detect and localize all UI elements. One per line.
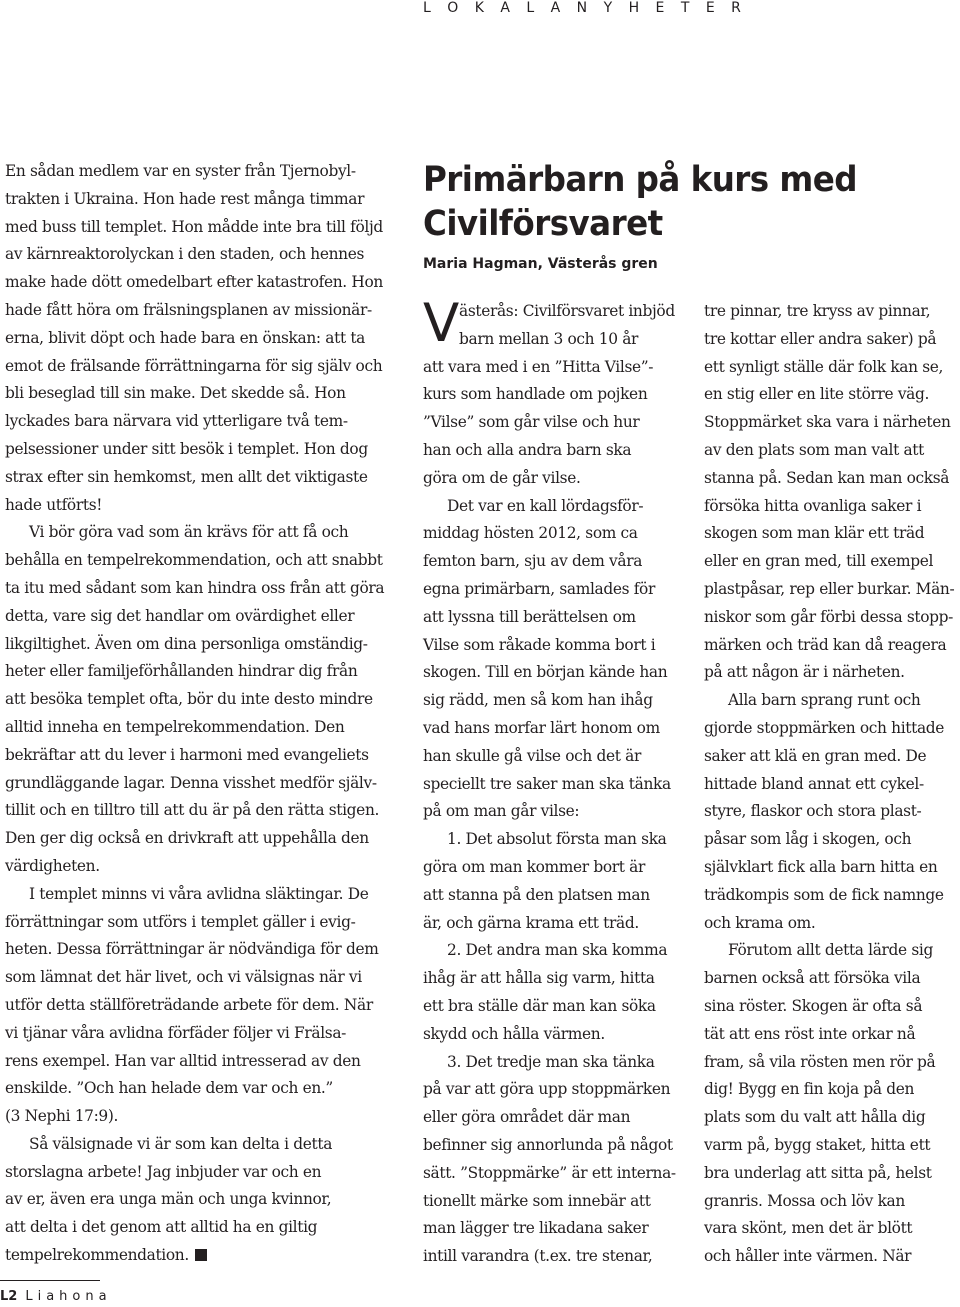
- text-line-content: göra om man kommer bort är: [423, 857, 645, 876]
- text-line-content: värdigheten.: [5, 856, 100, 875]
- headline-line: Civilförsvaret: [423, 204, 663, 244]
- text-line-content: hittade bland annat ett cykel-: [704, 774, 924, 793]
- text-line-content: tillit och en tilltro till att du är på den rätta stigen.: [5, 801, 380, 820]
- text-line-content: på om man går vilse:: [423, 802, 580, 821]
- text-line-content: ett bra ställe där man kan söka: [423, 996, 656, 1015]
- text-line: [704, 882, 954, 910]
- headline-line: Primärbarn på kurs med: [423, 160, 858, 200]
- text-line: [5, 380, 384, 408]
- text-line: [423, 381, 676, 409]
- text-line-content: barn mellan 3 och 10 år: [459, 329, 639, 348]
- text-line-content: en stig eller en lite större väg.: [704, 385, 930, 404]
- text-line-content: strax efter sin hemkomst, men allt det viktigaste: [5, 467, 368, 486]
- text-line: [704, 1188, 954, 1216]
- text-line-content: hade fått höra om frälsningsplanen av missionär-: [5, 300, 372, 319]
- text-line-content: märken och träd kan då reagera: [704, 635, 947, 654]
- text-line-content: varm på, bygg staket, hitta ett: [704, 1135, 931, 1154]
- text-line: [5, 1131, 384, 1159]
- text-line-content: Vi bör göra vad som än krävs för att få och: [29, 523, 349, 542]
- text-line: [5, 797, 384, 825]
- text-line: [704, 354, 954, 382]
- text-line-content: behålla en tempelrekommendation, och att snabbt: [5, 551, 383, 570]
- text-line-content: sina röster. Skogen är ofta så: [704, 996, 923, 1015]
- text-line: [423, 910, 676, 938]
- text-line-content: plastpåsar, rep eller burkar. Män-: [704, 579, 955, 598]
- text-line-content: att besöka templet ofta, bör du inte desto mindre: [5, 690, 373, 709]
- text-line-content: på att någon är i närheten.: [704, 663, 905, 682]
- section-label: L O K A L A N Y H E T E R: [423, 0, 747, 16]
- left-column-text: [5, 158, 384, 1270]
- text-line-content: dig! Bygg en fin koja på den: [704, 1080, 915, 1099]
- text-line: [5, 853, 384, 881]
- text-line: [423, 993, 676, 1021]
- text-line-content: enskilde. ”Och han helade dem var och en.”: [5, 1079, 333, 1098]
- text-line: [5, 1103, 384, 1131]
- text-line: [423, 576, 676, 604]
- text-line: [704, 381, 954, 409]
- end-square-icon: [195, 1249, 207, 1261]
- text-line: [5, 464, 384, 492]
- text-line-content: grundläggande lagar. Denna visshet medför själv-: [5, 773, 377, 792]
- text-line-content: vad hans morfar lärt honom om: [423, 718, 660, 737]
- text-line-content: bra underlag att sitta på, helst: [704, 1163, 932, 1182]
- text-line-content: granris. Mossa och löv kan: [704, 1191, 905, 1210]
- text-line: [704, 1132, 954, 1160]
- text-line-content: make hade dött omedelbart efter katastrofen. Hon: [5, 273, 383, 292]
- text-line: [423, 1104, 676, 1132]
- text-line-content: av den plats som man valt att: [704, 440, 924, 459]
- text-line-content: pelsessioner under sitt besök i templet. Hon dog: [5, 439, 368, 458]
- text-line-content: storslagna arbete! Jag inbjuder var och en: [5, 1162, 322, 1181]
- text-line-content: En sådan medlem var en syster från Tjernobyl-: [5, 162, 356, 180]
- page-footer: [0, 1289, 112, 1304]
- text-line-content: självklart fick alla barn hitta en: [704, 857, 938, 876]
- article-byline: Maria Hagman, Västerås gren: [423, 256, 658, 272]
- text-line: [704, 771, 954, 799]
- text-line: [704, 1021, 954, 1049]
- text-line: [704, 1049, 954, 1077]
- text-line: [704, 1215, 954, 1243]
- text-line-content: femton barn, sju av dem våra: [423, 552, 643, 571]
- text-line-content: Stoppmärket ska vara i närheten: [704, 413, 951, 432]
- text-line-content: skogen som man klär ett träd: [704, 524, 925, 543]
- text-line-content: och håller inte värmen. När: [704, 1247, 912, 1266]
- text-line-content: påsar som låg i skogen, och: [704, 830, 912, 849]
- text-line: [5, 436, 384, 464]
- text-line-content: på var att göra upp stoppmärken: [423, 1080, 671, 1099]
- text-line-content: rens exempel. Han var alltid intresserad av den: [5, 1051, 361, 1070]
- text-line: [5, 1075, 384, 1103]
- text-line-content: Alla barn sprang runt och: [728, 691, 921, 710]
- text-line-content: som lämnat det här livet, och vi välsignas när vi: [5, 968, 362, 987]
- text-line: [5, 742, 384, 770]
- text-line-content: tempelrekommendation.: [5, 1246, 189, 1265]
- text-line: [423, 326, 676, 354]
- text-line: [5, 658, 384, 686]
- text-line-content: kurs som handlade om pojken: [423, 385, 648, 404]
- text-line-content: plats som du valt att hålla dig: [704, 1108, 926, 1127]
- text-line-content: hade utförts!: [5, 495, 103, 514]
- text-line: [5, 825, 384, 853]
- text-line: [704, 687, 954, 715]
- text-line: [5, 241, 384, 269]
- text-line: [423, 1132, 676, 1160]
- text-line: [704, 576, 954, 604]
- text-line-content: tät att ens röst inte orkar nå: [704, 1024, 916, 1043]
- text-line-content: Det var en kall lördagsför-: [447, 496, 644, 515]
- text-line: [5, 964, 384, 992]
- text-line: [423, 354, 676, 382]
- text-line: [704, 409, 954, 437]
- text-line-content: han och alla andra barn ska: [423, 440, 632, 459]
- text-line: [5, 353, 384, 381]
- text-line: [704, 326, 954, 354]
- text-line: [704, 798, 954, 826]
- text-line: [423, 798, 676, 826]
- page-number: L2: [0, 1289, 18, 1304]
- text-line: [423, 604, 676, 632]
- text-line-content: ästerås: Civilförsvaret inbjöd: [459, 302, 675, 320]
- text-line-content: att stanna på den platsen man: [423, 885, 650, 904]
- text-line: [5, 214, 384, 242]
- text-line: [423, 1243, 676, 1271]
- article-headline: [423, 158, 857, 246]
- text-line: [5, 408, 384, 436]
- text-line: [423, 715, 676, 743]
- text-line: [5, 714, 384, 742]
- text-line-content: I templet minns vi våra avlidna släktingar. De: [29, 884, 369, 903]
- text-line-content: speciellt tre saker man ska tänka: [423, 774, 671, 793]
- text-line-content: 2. Det andra man ska komma: [447, 941, 668, 960]
- text-line: [704, 854, 954, 882]
- text-line-content: vara skönt, men det är blött: [704, 1219, 913, 1238]
- text-line-content: saker att klä en gran med. De: [704, 746, 927, 765]
- text-line-content: trakten i Ukraina. Hon hade rest många timmar: [5, 189, 365, 208]
- text-line: [5, 1214, 384, 1242]
- text-line: [704, 1076, 954, 1104]
- text-line: [423, 659, 676, 687]
- text-line: [5, 936, 384, 964]
- text-line-content: tre pinnar, tre kryss av pinnar,: [704, 302, 931, 320]
- text-line-content: styre, flaskor och stora plast-: [704, 802, 922, 821]
- text-line: [423, 1188, 676, 1216]
- text-line: [5, 269, 384, 297]
- text-line-content: att lyssna till berättelsen om: [423, 607, 636, 626]
- text-line: [423, 965, 676, 993]
- text-line: [423, 1049, 676, 1077]
- magazine-name: Liahona: [25, 1289, 112, 1304]
- text-line: [5, 492, 384, 520]
- text-line: [5, 1242, 384, 1270]
- text-line: [423, 548, 676, 576]
- drop-cap: V: [423, 293, 460, 354]
- text-line-content: stanna på. Sedan kan man också: [704, 468, 950, 487]
- text-line-content: 1. Det absolut första man ska: [447, 830, 667, 849]
- text-line: [704, 910, 954, 938]
- text-line: [5, 575, 384, 603]
- text-line-content: ihåg är att hålla sig varm, hitta: [423, 969, 655, 988]
- text-line-content: göra om de går vilse.: [423, 468, 581, 487]
- text-line: [704, 1243, 954, 1271]
- text-line-content: att vara med i en ”Hitta Vilse”-: [423, 357, 654, 376]
- text-line-content: skogen. Till en början kände han: [423, 663, 668, 682]
- text-line-content: sätt. ”Stoppmärke” är ett interna-: [423, 1163, 676, 1182]
- text-line: [5, 158, 384, 186]
- text-line: [423, 520, 676, 548]
- text-line-content: likgiltighet. Även om dina personliga omständig-: [5, 634, 368, 653]
- middle-column-text: [423, 298, 676, 1271]
- text-line: [5, 1048, 384, 1076]
- text-line-content: ”Vilse” som går vilse och hur: [423, 413, 640, 432]
- text-line-content: av kärnreaktorolyckan i den staden, och hennes: [5, 245, 365, 264]
- text-line-content: bli beseglad till sin make. Det skedde så. Hon: [5, 384, 346, 403]
- text-line: [5, 186, 384, 214]
- text-line: [423, 465, 676, 493]
- text-line: [704, 715, 954, 743]
- text-line-content: Förutom allt detta lärde sig: [728, 941, 933, 960]
- text-line: [5, 297, 384, 325]
- text-line: [423, 687, 676, 715]
- text-line: [5, 881, 384, 909]
- text-line: [5, 770, 384, 798]
- text-line-content: vi tjänar våra avlidna förfäder följer vi Frälsa-: [5, 1023, 347, 1042]
- text-line-content: sig rädd, men så kom han ihåg: [423, 691, 653, 710]
- text-line: [704, 1104, 954, 1132]
- text-line: [704, 493, 954, 521]
- text-line-content: med buss till templet. Hon mådde inte bra till följd: [5, 217, 383, 236]
- text-line: [423, 882, 676, 910]
- text-line-content: Så välsignade vi är som kan delta i detta: [29, 1134, 333, 1153]
- text-line: [423, 826, 676, 854]
- text-line: [704, 937, 954, 965]
- text-line-content: fram, så vila rösten men rör på: [704, 1052, 936, 1071]
- text-line-content: bekräftar att du lever i harmoni med evangeliets: [5, 745, 369, 764]
- text-line: [5, 1186, 384, 1214]
- text-line-content: ta itu med sådant som kan hindra oss från att göra: [5, 578, 385, 597]
- text-line-content: försöka hitta ovanliga saker i: [704, 496, 922, 515]
- text-line: [423, 437, 676, 465]
- text-line-content: barnen också att försöka vila: [704, 969, 921, 988]
- text-line: [704, 465, 954, 493]
- text-line-content: utför detta ställföreträdande arbete för dem. När: [5, 995, 373, 1014]
- text-line: [423, 771, 676, 799]
- text-line-content: lyckades bara närvara vid ytterligare två tem-: [5, 412, 348, 431]
- text-line: [423, 298, 676, 326]
- text-line: [704, 993, 954, 1021]
- text-line-content: Vilse som råkade komma bort i: [423, 635, 656, 654]
- text-line-content: niskor som går förbi dessa stopp-: [704, 607, 954, 626]
- text-line-content: är, och gärna krama ett träd.: [423, 913, 639, 932]
- text-line: [704, 1160, 954, 1188]
- text-line: [423, 1160, 676, 1188]
- text-line-content: intill varandra (t.ex. tre stenar,: [423, 1247, 653, 1266]
- text-line-content: eller en gran med, till exempel: [704, 552, 934, 571]
- text-line: [704, 965, 954, 993]
- text-line: [704, 632, 954, 660]
- text-line: [423, 1076, 676, 1104]
- text-line: [5, 631, 384, 659]
- text-line: [423, 743, 676, 771]
- text-line: [5, 603, 384, 631]
- text-line-content: heten. Dessa förrättningar är nödvändiga för dem: [5, 940, 379, 959]
- text-line-content: man lägger tre likadana saker: [423, 1219, 649, 1238]
- text-line-content: befinner sig annorlunda på något: [423, 1135, 673, 1154]
- text-line: [423, 409, 676, 437]
- text-line-content: alltid inneha en tempelrekommendation. Den: [5, 717, 345, 736]
- text-line: [704, 743, 954, 771]
- text-line: [5, 686, 384, 714]
- text-line-content: ett synligt ställe där folk kan se,: [704, 357, 944, 376]
- text-line-content: trädkompis som de fick namnge: [704, 885, 944, 904]
- text-line: [704, 437, 954, 465]
- text-line-content: eller göra området där man: [423, 1108, 631, 1127]
- text-line-content: skydd och hålla värmen.: [423, 1024, 605, 1043]
- text-line-content: tre kottar eller andra saker) på: [704, 329, 937, 348]
- text-line: [704, 548, 954, 576]
- text-line-content: heter eller familjeförhållanden hindrar dig från: [5, 662, 358, 681]
- text-line: [704, 604, 954, 632]
- text-line-content: att delta i det genom att alltid ha en giltig: [5, 1218, 318, 1237]
- text-line: [423, 937, 676, 965]
- text-line: [423, 1215, 676, 1243]
- text-line-content: och krama om.: [704, 913, 816, 932]
- text-line-content: (3 Nephi 17:9).: [5, 1107, 119, 1126]
- text-line-content: erna, blivit döpt och hade bara en önskan: att ta: [5, 328, 365, 347]
- text-line-content: egna primärbarn, samlades för: [423, 579, 655, 598]
- text-line-content: middag hösten 2012, som ca: [423, 524, 638, 543]
- footer-rule: [0, 1280, 100, 1281]
- text-line: [423, 632, 676, 660]
- text-line: [423, 493, 676, 521]
- text-line: [5, 1020, 384, 1048]
- text-line: [5, 519, 384, 547]
- text-line-content: emot de frälsande förrättningarna för sig själv och: [5, 356, 383, 375]
- text-line-content: gjorde stoppmärken och hittade: [704, 718, 945, 737]
- text-line: [5, 909, 384, 937]
- text-line-content: förrättningar som utförs i templet gäller i evig-: [5, 912, 356, 931]
- text-line: [5, 547, 384, 575]
- text-line: [704, 826, 954, 854]
- text-line: [5, 325, 384, 353]
- text-line: [5, 1159, 384, 1187]
- text-line-content: tionellt märke som innebär att: [423, 1191, 651, 1210]
- text-line-content: Den ger dig också en drivkraft att uppehålla den: [5, 829, 369, 848]
- text-line: [423, 1021, 676, 1049]
- text-line: [423, 854, 676, 882]
- text-line: [704, 520, 954, 548]
- text-line: [704, 298, 954, 326]
- right-column-text: [704, 298, 954, 1271]
- text-line-content: detta, vare sig det handlar om ovärdighet eller: [5, 606, 355, 625]
- text-line: [5, 992, 384, 1020]
- text-line-content: av er, även era unga män och unga kvinnor,: [5, 1190, 332, 1209]
- text-line: [704, 659, 954, 687]
- text-line-content: han skulle gå vilse och det är: [423, 746, 641, 765]
- text-line-content: 3. Det tredje man ska tänka: [447, 1052, 655, 1071]
